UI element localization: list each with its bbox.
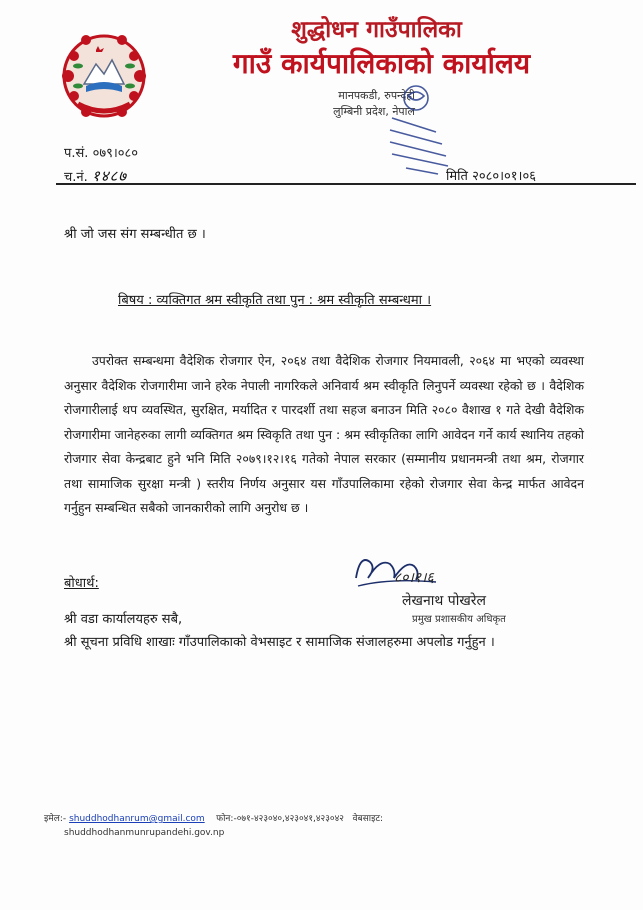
website-label: वेबसाइट:: [352, 814, 384, 824]
nepal-emblem-icon: [56, 26, 152, 122]
signature-date: ८०।१।६: [394, 570, 434, 586]
ref-label: प.सं.: [64, 146, 89, 161]
office-name: गाउँ कार्यपालिकाको कार्यालय: [232, 47, 531, 80]
phone-value: ०७१-४२३०४०,४२३०४१,४२३०४२: [236, 814, 344, 824]
cc-item-it-section: श्री सूचना प्रविधि शाखाः गाँउपालिकाको वेभसाइट र सामाजिक संजालहरुमा अपलोड गर्नुहुन ।: [64, 635, 495, 650]
recipient-line: श्री जो जस संग सम्बन्धीत छ ।: [64, 227, 206, 242]
address-line-1: मानपकडी, रुपन्देही: [338, 89, 415, 102]
reference-number: [64, 143, 138, 161]
letter-date: [446, 166, 536, 184]
date-value: २०८०।०१।०६: [472, 169, 536, 184]
address-line-2: लुम्बिनी प्रदेश, नेपाल: [333, 105, 415, 118]
date-label: मिति: [446, 169, 468, 184]
org-name: शुद्धोधन गाउँपालिका: [291, 17, 462, 43]
dispatch-value: १४८७: [91, 167, 128, 185]
footer-contact: [44, 811, 383, 824]
header-divider: [56, 183, 636, 185]
website-link[interactable]: shuddhodhanmunrupandehi.gov.np: [64, 828, 225, 838]
official-stamp-icon: [386, 84, 454, 176]
signatory-title: प्रमुख प्रशासकीय अधिकृत: [412, 614, 506, 625]
cc-heading: बोधार्थ:: [64, 576, 99, 591]
signatory-name: लेखनाथ पोखरेल: [402, 593, 486, 609]
phone-label: फोन:-: [216, 814, 237, 824]
dispatch-label: च.नं.: [64, 170, 88, 185]
email-link[interactable]: shuddhodhanrum@gmail.com: [69, 814, 205, 824]
subject-line: बिषय : व्यक्तिगत श्रम स्वीकृति तथा पुन : श्रम स्वीकृति सम्बन्धमा ।: [118, 293, 432, 308]
cc-item-wards: श्री वडा कार्यालयहरु सबै,: [64, 612, 183, 627]
letter-body: उपरोक्त सम्बन्धमा वैदेशिक रोजगार ऐन, २०६४ तथा वैदेशिक रोजगार नियमावली, २०६४ मा भएको व्यवस्था अनुसार वैदेशिक रोजगारीमा जाने हरेक नेपाली नागरिकले अनिवार्य श्रम स्वीकृति लिनुपर्ने व्यवस्था रहेको छ । वैदेशिक रोजगारीलाई थप व्यवस्थित, सुरक्षित, मर्यादित र पारदर्शी तथा सहज बनाउन मिति २०८० वैशाख १ गते देखी वैदेशिक रोजगारीमा जानेहरुका लागी व्यक्तिगत श्रम स्विकृति तथा पुन : श्रम स्वीकृतिका लागि आवेदन गर्ने कार्य स्थानिय तहको रोजगार सेवा केन्द्रबाट हुने भनि मिति २०७९।१२।१६ गतेको नेपाल सरकार (सम्मानीय प्रधानमन्त्री तथा श्रम, रोजगार तथा सामाजिक सुरक्षा मन्त्री ) स्तरीय निर्णय अनुसार यस गाँउपालिकामा रहेको रोजगार सेवा केन्द्र मार्फत आवेदन गर्नुहुन सम्बन्धित सबैको जानकारीको लागि अनुरोध छ ।: [64, 353, 584, 515]
ref-value: ०७९।०८०: [92, 146, 139, 161]
email-label: इमेल:-: [44, 814, 67, 824]
